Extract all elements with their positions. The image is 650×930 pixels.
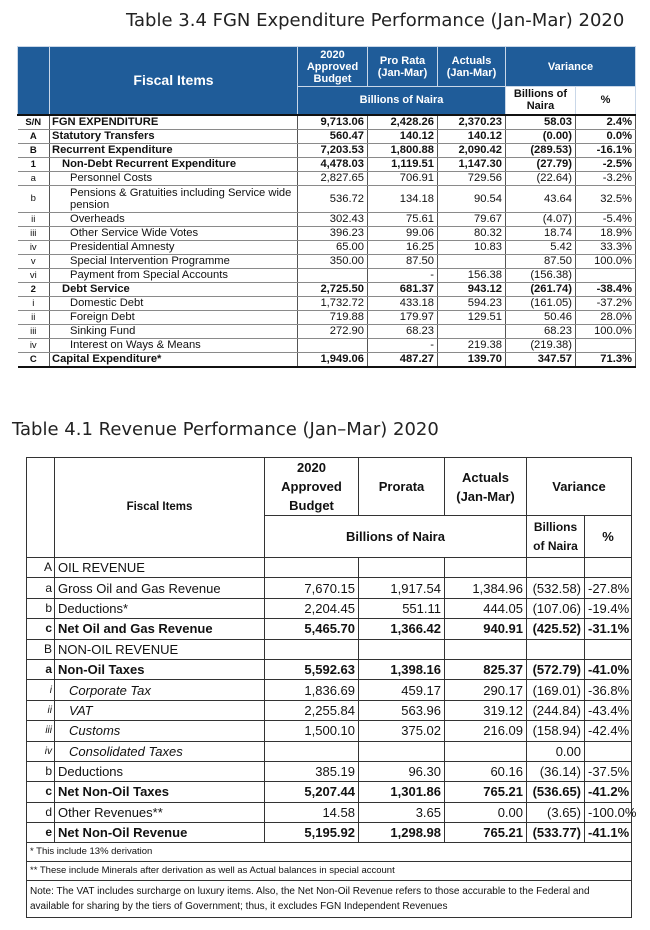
row-item: Personnel Costs [50,171,298,185]
table-row [27,782,632,802]
row-item: Special Intervention Programme [50,254,298,268]
row-prorata: 459.17 [359,680,445,700]
row-budget: 4,478.03 [298,157,368,171]
row-actuals: 129.51 [438,310,506,324]
table-row [27,761,632,781]
row-actuals: 156.38 [438,268,506,282]
row-item: Pensions & Gratuities including Service wide pension [50,185,298,212]
row-sn: ii [18,212,50,226]
row-budget: 1,949.06 [298,352,368,367]
row-sn: ii [27,700,55,720]
row-percent: 32.5% [576,185,636,212]
row-variance: 43.64 [506,185,576,212]
row-variance: (425.52) [527,619,585,639]
row-item: NON-OIL REVENUE [55,639,265,659]
row-actuals: 140.12 [438,129,506,143]
row-item: Interest on Ways & Means [50,338,298,352]
row-item: Sinking Fund [50,324,298,338]
row-sn: b [27,761,55,781]
row-variance: (161.05) [506,296,576,310]
row-actuals: 2,370.23 [438,115,506,130]
row-percent: -2.5% [576,157,636,171]
row-item: Consolidated Taxes [55,741,265,761]
row-sn: B [18,143,50,157]
row-sn: a [18,171,50,185]
row-sn: iv [18,338,50,352]
row-prorata [359,741,445,761]
row-budget: 65.00 [298,240,368,254]
row-percent [576,338,636,352]
row-variance: 68.23 [506,324,576,338]
row-percent: -37.5% [585,761,632,781]
row-prorata: 563.96 [359,700,445,720]
row-sn: A [27,558,55,578]
row-prorata: 3.65 [359,802,445,822]
table-row [18,338,636,352]
header-var-billions: Billions of Naira [506,87,576,115]
table-row [18,115,636,130]
row-variance: (156.38) [506,268,576,282]
row-actuals: 729.56 [438,171,506,185]
row-percent: 100.0% [576,254,636,268]
row-variance: 0.00 [527,741,585,761]
row-variance: (244.84) [527,700,585,720]
row-variance: (22.64) [506,171,576,185]
table-row [18,185,636,212]
row-sn: iv [18,240,50,254]
table-row [27,639,632,659]
row-item: Deductions [55,761,265,781]
row-percent [576,268,636,282]
header-sn-blank [27,458,55,558]
header-billions: Billions of Naira [298,87,506,115]
row-percent: -43.4% [585,700,632,720]
row-item: Debt Service [50,282,298,296]
table-row [27,578,632,598]
table-row [27,802,632,822]
row-item: Capital Expenditure* [50,352,298,367]
row-item: Recurrent Expenditure [50,143,298,157]
table-3-4-title: Table 3.4 FGN Expenditure Performance (Jan-Mar) 2020 [126,10,625,31]
row-variance: 58.03 [506,115,576,130]
row-actuals: 319.12 [445,700,527,720]
footnote-row [27,843,632,862]
row-actuals [445,741,527,761]
row-variance: 50.46 [506,310,576,324]
row-actuals: 594.23 [438,296,506,310]
row-percent: 28.0% [576,310,636,324]
table-row [18,171,636,185]
row-percent: 0.0% [576,129,636,143]
row-budget: 385.19 [265,761,359,781]
table-row [27,741,632,761]
expenditure-table [17,46,636,368]
row-variance: (219.38) [506,338,576,352]
row-budget: 2,255.84 [265,700,359,720]
row-variance: (572.79) [527,659,585,679]
row-variance: (4.07) [506,212,576,226]
row-prorata: 1,298.98 [359,823,445,843]
row-actuals: 1,384.96 [445,578,527,598]
row-sn: iii [18,324,50,338]
row-percent: 2.4% [576,115,636,130]
header-actuals: Actuals (Jan-Mar) [438,47,506,87]
row-actuals: 825.37 [445,659,527,679]
table-row [27,619,632,639]
header-fiscal-items: Fiscal Items [55,458,265,558]
row-item: VAT [55,700,265,720]
row-actuals [445,639,527,659]
row-budget: 1,500.10 [265,721,359,741]
row-percent: -36.8% [585,680,632,700]
row-item: Net Non-Oil Taxes [55,782,265,802]
row-budget: 1,732.72 [298,296,368,310]
row-budget: 5,195.92 [265,823,359,843]
header-fiscal-items: Fiscal Items [50,47,298,115]
row-sn: C [18,352,50,367]
row-variance: (169.01) [527,680,585,700]
row-actuals: 80.32 [438,226,506,240]
row-prorata: 140.12 [368,129,438,143]
row-sn: i [27,680,55,700]
table-row [27,680,632,700]
row-item: Non-Oil Taxes [55,659,265,679]
revenue-table [26,457,637,918]
row-sn: vi [18,268,50,282]
header-variance: Variance [506,47,636,87]
header-variance: Variance [527,458,632,516]
row-item: Deductions* [55,598,265,618]
header-budget: 2020 Approved Budget [265,458,359,516]
row-prorata [359,558,445,578]
header-actuals: Actuals (Jan-Mar) [445,458,527,516]
row-percent [585,558,632,578]
row-budget: 536.72 [298,185,368,212]
row-budget: 302.43 [298,212,368,226]
row-actuals: 940.91 [445,619,527,639]
row-actuals [438,254,506,268]
row-prorata: 706.91 [368,171,438,185]
table-4-1-title: Table 4.1 Revenue Performance (Jan–Mar) 2020 [12,419,439,440]
table-row [18,282,636,296]
row-percent: 33.3% [576,240,636,254]
header-billions: Billions of Naira [265,516,527,558]
row-item: Customs [55,721,265,741]
row-budget: 272.90 [298,324,368,338]
row-actuals: 0.00 [445,802,527,822]
table-row [18,157,636,171]
row-actuals: 219.38 [438,338,506,352]
row-item: FGN EXPENDITURE [50,115,298,130]
table-note: Note: The VAT includes surcharge on luxury items. Also, the Net Non-Oil Revenue refers to those accurable to the Federal and available for sharing by the tiers of Government; thus, it excludes FGN Independent Revenues [27,881,632,918]
row-sn: i [18,296,50,310]
row-item: Net Non-Oil Revenue [55,823,265,843]
row-sn: iv [27,741,55,761]
row-item: Corporate Tax [55,680,265,700]
row-variance: (158.94) [527,721,585,741]
row-actuals: 79.67 [438,212,506,226]
header-budget: 2020 Approved Budget [298,47,368,87]
table-row [27,700,632,720]
row-prorata: 375.02 [359,721,445,741]
row-actuals: 216.09 [445,721,527,741]
row-actuals [445,558,527,578]
row-prorata: - [368,268,438,282]
row-budget: 5,207.44 [265,782,359,802]
row-actuals: 2,090.42 [438,143,506,157]
row-variance: (3.65) [527,802,585,822]
table-row [18,240,636,254]
row-prorata: 96.30 [359,761,445,781]
row-prorata: - [368,338,438,352]
row-actuals: 1,147.30 [438,157,506,171]
row-sn: a [27,659,55,679]
row-variance: (107.06) [527,598,585,618]
header-percent: % [585,516,632,558]
row-percent: -31.1% [585,619,632,639]
row-percent: -41.0% [585,659,632,679]
header-prorata: Prorata [359,458,445,516]
row-variance: (533.77) [527,823,585,843]
row-variance: (532.58) [527,578,585,598]
row-item: Non-Debt Recurrent Expenditure [50,157,298,171]
row-prorata: 433.18 [368,296,438,310]
row-variance: (0.00) [506,129,576,143]
row-sn: e [27,823,55,843]
row-prorata: 1,398.16 [359,659,445,679]
row-item: OIL REVENUE [55,558,265,578]
table-row [27,558,632,578]
table-row [27,721,632,741]
row-budget [265,639,359,659]
row-prorata: 2,428.26 [368,115,438,130]
row-sn: iii [18,226,50,240]
row-variance: (36.14) [527,761,585,781]
row-item: Overheads [50,212,298,226]
table-row [18,212,636,226]
row-budget: 7,203.53 [298,143,368,157]
row-sn: iii [27,721,55,741]
row-item: Other Revenues** [55,802,265,822]
header-sn: S/N [18,115,50,130]
row-budget: 560.47 [298,129,368,143]
row-variance: 18.74 [506,226,576,240]
row-sn: B [27,639,55,659]
header-sn-blank [18,47,50,115]
table-row [18,310,636,324]
row-budget: 7,670.15 [265,578,359,598]
row-variance: (536.65) [527,782,585,802]
row-percent: -42.4% [585,721,632,741]
row-percent: 100.0% [576,324,636,338]
row-variance [527,639,585,659]
row-prorata: 681.37 [368,282,438,296]
footnote-row [27,862,632,881]
row-item: Domestic Debt [50,296,298,310]
header-percent: % [576,87,636,115]
row-prorata: 179.97 [368,310,438,324]
footnote-row [27,881,632,918]
row-prorata: 75.61 [368,212,438,226]
row-item: Foreign Debt [50,310,298,324]
row-actuals: 765.21 [445,823,527,843]
row-percent [585,639,632,659]
row-variance: 5.42 [506,240,576,254]
row-percent: -19.4% [585,598,632,618]
row-sn: 1 [18,157,50,171]
header-prorata: Pro Rata (Jan-Mar) [368,47,438,87]
row-actuals: 444.05 [445,598,527,618]
row-item: Net Oil and Gas Revenue [55,619,265,639]
row-prorata: 16.25 [368,240,438,254]
row-variance: (261.74) [506,282,576,296]
table-row [18,296,636,310]
table-row [18,143,636,157]
row-variance: (27.79) [506,157,576,171]
row-budget: 2,204.45 [265,598,359,618]
row-actuals: 90.54 [438,185,506,212]
row-percent: -41.1% [585,823,632,843]
table-row [18,352,636,367]
row-percent: 18.9% [576,226,636,240]
row-actuals [438,324,506,338]
row-budget: 9,713.06 [298,115,368,130]
row-item: Gross Oil and Gas Revenue [55,578,265,598]
row-sn: ii [18,310,50,324]
row-prorata: 487.27 [368,352,438,367]
table-row [27,823,632,843]
row-variance: 347.57 [506,352,576,367]
row-actuals: 765.21 [445,782,527,802]
row-prorata: 99.06 [368,226,438,240]
table-row [18,129,636,143]
row-sn: b [27,598,55,618]
row-variance: 87.50 [506,254,576,268]
table-row [18,226,636,240]
row-percent: -38.4% [576,282,636,296]
row-budget [298,268,368,282]
row-actuals: 139.70 [438,352,506,367]
row-prorata: 551.11 [359,598,445,618]
row-sn: b [18,185,50,212]
row-budget [298,338,368,352]
row-budget: 2,827.65 [298,171,368,185]
row-percent: -16.1% [576,143,636,157]
footnote: ** These include Minerals after derivation as well as Actual balances in special account [27,862,632,881]
row-actuals: 60.16 [445,761,527,781]
table-row [27,598,632,618]
row-actuals: 943.12 [438,282,506,296]
row-budget: 2,725.50 [298,282,368,296]
row-sn: 2 [18,282,50,296]
row-prorata: 1,917.54 [359,578,445,598]
row-percent: -100.0% [585,802,632,822]
row-percent: -5.4% [576,212,636,226]
table-row [18,324,636,338]
row-sn: v [18,254,50,268]
row-sn: a [27,578,55,598]
row-budget [265,558,359,578]
row-budget: 719.88 [298,310,368,324]
row-prorata: 1,301.86 [359,782,445,802]
row-prorata [359,639,445,659]
row-budget: 396.23 [298,226,368,240]
row-percent [585,741,632,761]
row-variance: (289.53) [506,143,576,157]
header-var-billions: Billions of Naira [527,516,585,558]
row-actuals: 290.17 [445,680,527,700]
row-budget: 1,836.69 [265,680,359,700]
row-sn: d [27,802,55,822]
row-budget: 14.58 [265,802,359,822]
row-budget [265,741,359,761]
row-prorata: 68.23 [368,324,438,338]
row-actuals: 10.83 [438,240,506,254]
row-percent: -3.2% [576,171,636,185]
table-row [27,659,632,679]
row-item: Presidential Amnesty [50,240,298,254]
table-row [18,254,636,268]
row-item: Statutory Transfers [50,129,298,143]
row-item: Other Service Wide Votes [50,226,298,240]
row-budget: 350.00 [298,254,368,268]
row-sn: c [27,619,55,639]
row-percent: 71.3% [576,352,636,367]
row-prorata: 1,119.51 [368,157,438,171]
row-prorata: 134.18 [368,185,438,212]
row-budget: 5,465.70 [265,619,359,639]
row-percent: -37.2% [576,296,636,310]
row-prorata: 1,366.42 [359,619,445,639]
row-percent: -41.2% [585,782,632,802]
row-sn: A [18,129,50,143]
row-item: Payment from Special Accounts [50,268,298,282]
row-percent: -27.8% [585,578,632,598]
row-sn: c [27,782,55,802]
row-variance [527,558,585,578]
table-row [18,268,636,282]
row-prorata: 87.50 [368,254,438,268]
row-prorata: 1,800.88 [368,143,438,157]
footnote: * This include 13% derivation [27,843,632,862]
row-budget: 5,592.63 [265,659,359,679]
